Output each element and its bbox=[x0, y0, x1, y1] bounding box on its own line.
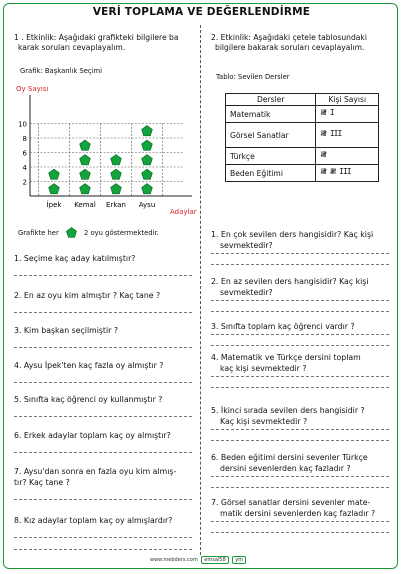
answer-line[interactable] bbox=[211, 387, 389, 388]
table-header-kisi: Kişi Sayısı bbox=[316, 94, 379, 106]
right-question-6: 6. Beden eğitimi dersini sevenler Türkçe bbox=[211, 453, 368, 462]
y-tick-label: 10 bbox=[18, 120, 27, 129]
table-header-ders: Dersler bbox=[226, 94, 316, 106]
answer-line[interactable] bbox=[211, 300, 389, 301]
answer-line[interactable] bbox=[211, 345, 389, 346]
left-question-2: 2. En az oyu kim almıştır ? Kaç tane ? bbox=[14, 291, 161, 300]
answer-line[interactable] bbox=[14, 452, 192, 453]
x-tick-label: İpek bbox=[46, 201, 62, 209]
table-title: Tablo: Sevilen Dersler bbox=[216, 73, 290, 81]
right-intro-1: 2. Etkinlik: Aşağıdaki çetele tablosundaki bbox=[211, 33, 367, 42]
pictograph-symbol bbox=[80, 155, 91, 165]
right-intro-2: bilgilere bakarak soruları cevaplayalım. bbox=[215, 43, 365, 52]
table-cell-tally: 𝍸 III bbox=[316, 123, 379, 148]
answer-line[interactable] bbox=[14, 499, 192, 500]
x-tick-label: Erkan bbox=[106, 201, 126, 209]
pictograph-symbol bbox=[142, 155, 153, 165]
right-question-1: 1. En çok sevilen ders hangisidir? Kaç kişi bbox=[211, 230, 374, 239]
right-question-5-cont: Kaç kişi sevmektedir ? bbox=[220, 417, 308, 426]
table-cell-ders: Türkçe bbox=[226, 148, 316, 165]
answer-line[interactable] bbox=[211, 264, 389, 265]
pictograph-symbol bbox=[49, 184, 60, 194]
answer-line[interactable] bbox=[14, 537, 192, 538]
left-question-6: 6. Erkek adaylar toplam kaç oy almıştır? bbox=[14, 431, 171, 440]
footer-site: www.mebders.com bbox=[150, 557, 198, 563]
answer-line[interactable] bbox=[211, 334, 389, 335]
chart-ylabel: Oy Sayısı bbox=[16, 85, 49, 93]
pictograph-symbol bbox=[142, 169, 153, 179]
right-question-4: 4. Matematik ve Türkçe dersini toplam bbox=[211, 353, 361, 362]
left-question-7-cont: tır? Kaç tane ? bbox=[14, 478, 70, 487]
y-tick-label: 6 bbox=[22, 149, 27, 158]
left-question-8: 8. Kız adaylar toplam kaç oy almışlardır? bbox=[14, 516, 173, 525]
left-question-4: 4. Aysu İpek'ten kaç fazla oy almıştır ? bbox=[14, 361, 164, 370]
table-row bbox=[226, 148, 379, 165]
left-question-1: 1. Seçime kaç aday katılmıştır? bbox=[14, 254, 136, 263]
answer-line[interactable] bbox=[14, 416, 192, 417]
left-question-5: 5. Sınıfta kaç öğrenci oy kullanmıştır ? bbox=[14, 395, 163, 404]
y-tick-label: 8 bbox=[22, 135, 27, 143]
right-question-2: 2. En az sevilen ders hangisidir? Kaç kişi bbox=[211, 277, 369, 286]
right-question-4-cont: kaç kişi sevmektedir ? bbox=[220, 364, 307, 373]
answer-line[interactable] bbox=[14, 382, 192, 383]
table-cell-ders: Matematik bbox=[226, 106, 316, 123]
table-cell-tally: 𝍸 𝍸 III bbox=[316, 165, 379, 182]
answer-line[interactable] bbox=[211, 311, 389, 312]
x-tick-label: Kemal bbox=[74, 201, 96, 209]
page-title: VERİ TOPLAMA VE DEĞERLENDİRME bbox=[92, 6, 311, 18]
chart-xlabel: Adaylar bbox=[170, 208, 197, 216]
answer-line[interactable] bbox=[14, 347, 192, 348]
answer-line[interactable] bbox=[14, 275, 192, 276]
legend-text-after: 2 oyu göstermektedir. bbox=[84, 229, 159, 237]
table-row bbox=[226, 106, 379, 123]
footer-badge-1: emsal58 bbox=[201, 556, 228, 564]
table-cell-ders: Görsel Sanatlar bbox=[226, 123, 316, 148]
footer bbox=[150, 556, 246, 564]
right-question-5: 5. İkinci sırada sevilen ders hangisidir ? bbox=[211, 406, 365, 415]
right-question-6-cont: dersini sevenlerden kaç fazladır ? bbox=[220, 464, 351, 473]
table-cell-ders: Beden Eğitimi bbox=[226, 165, 316, 182]
pictograph-symbol bbox=[142, 140, 153, 150]
answer-line[interactable] bbox=[14, 312, 192, 313]
column-divider bbox=[200, 25, 201, 555]
y-tick-label: 2 bbox=[22, 178, 27, 187]
right-question-1-cont: sevmektedir? bbox=[220, 241, 273, 250]
answer-line[interactable] bbox=[211, 487, 389, 488]
pictograph-symbol bbox=[142, 184, 153, 194]
pictograph-symbol bbox=[80, 184, 91, 194]
answer-line[interactable] bbox=[14, 549, 192, 550]
tally-table bbox=[225, 93, 379, 182]
footer-badge-2: ym bbox=[232, 556, 246, 564]
graph-title: Grafik: Başkanlık Seçimi bbox=[20, 67, 103, 75]
answer-line[interactable] bbox=[211, 440, 389, 441]
pictograph-symbol bbox=[80, 169, 91, 179]
right-question-3: 3. Sınıfta toplam kaç öğrenci vardır ? bbox=[211, 322, 355, 331]
right-question-2-cont: sevmektedir? bbox=[220, 288, 273, 297]
answer-line[interactable] bbox=[211, 253, 389, 254]
answer-line[interactable] bbox=[211, 532, 389, 533]
left-intro-1: 1 . Etkinlik: Aşağıdaki grafikteki bilgilere ba bbox=[14, 33, 179, 42]
right-question-7: 7. Görsel sanatlar dersini sevenler mate- bbox=[211, 498, 371, 507]
pictograph-symbol bbox=[80, 140, 91, 150]
pictograph-symbol bbox=[111, 155, 122, 165]
table-row bbox=[226, 123, 379, 148]
legend-text-before: Grafikte her bbox=[18, 229, 59, 237]
pictograph-symbol bbox=[49, 169, 60, 179]
right-question-7-cont: matik dersini sevenlerden kaç fazladır ? bbox=[220, 509, 376, 518]
table-row bbox=[226, 165, 379, 182]
left-intro-2: karak soruları cevaplayalım. bbox=[18, 43, 126, 52]
left-question-3: 3. Kim başkan seçilmiştir ? bbox=[14, 326, 118, 335]
answer-line[interactable] bbox=[211, 476, 389, 477]
pictograph-chart bbox=[10, 82, 200, 222]
y-tick-label: 4 bbox=[22, 164, 27, 172]
answer-line[interactable] bbox=[211, 376, 389, 377]
x-tick-label: Aysu bbox=[138, 201, 156, 209]
answer-line[interactable] bbox=[211, 521, 389, 522]
table-cell-tally: 𝍸 bbox=[316, 148, 379, 165]
pictograph-symbol bbox=[111, 184, 122, 194]
legend-pentagon-icon bbox=[66, 227, 77, 238]
pictograph-symbol bbox=[142, 126, 153, 136]
left-question-7: 7. Aysu'dan sonra en fazla oyu kim almış- bbox=[14, 467, 177, 476]
pictograph-symbol bbox=[111, 169, 122, 179]
answer-line[interactable] bbox=[211, 429, 389, 430]
table-cell-tally: 𝍸 I bbox=[316, 106, 379, 123]
